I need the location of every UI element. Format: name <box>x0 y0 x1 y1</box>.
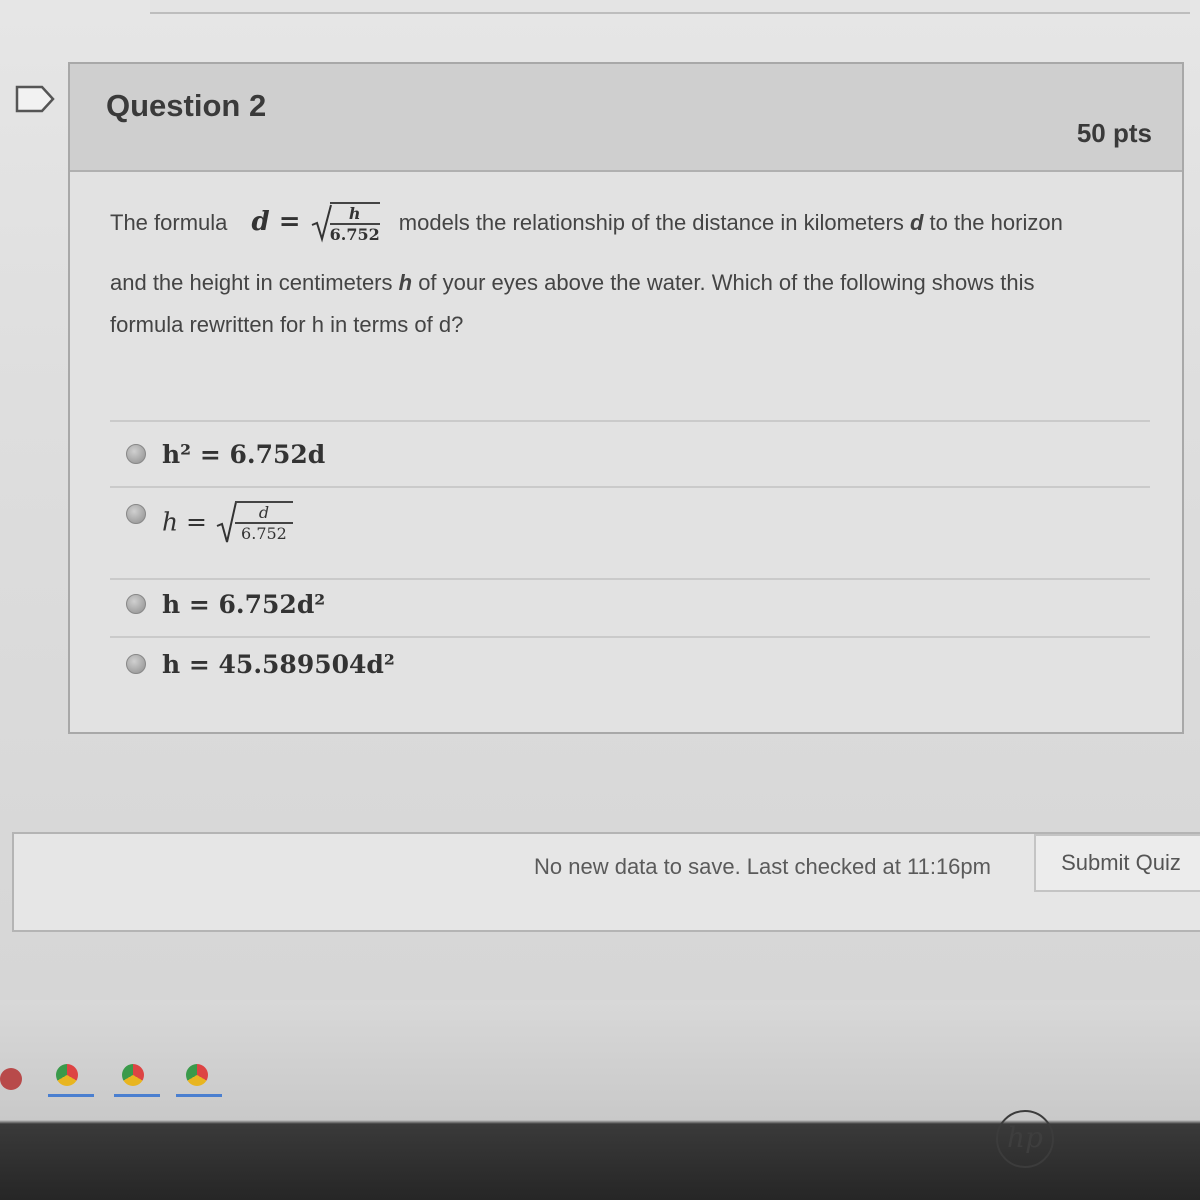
question-header <box>70 64 1182 172</box>
formula-sqrt <box>310 202 380 244</box>
formula-numerator: h <box>330 204 380 225</box>
formula-fraction <box>330 202 380 244</box>
sqrt-sign-icon <box>310 203 332 243</box>
question-text-prefix: The formula <box>110 210 228 235</box>
formula-lhs: d = <box>251 207 301 237</box>
answer-4-math: h = 45.589504d² <box>162 650 395 679</box>
answer-divider <box>110 578 1150 580</box>
shield-icon[interactable] <box>0 1068 22 1090</box>
sqrt-sign-icon <box>215 498 237 546</box>
answer-2-fraction <box>235 501 293 543</box>
answer-divider <box>110 420 1150 422</box>
flag-question-icon[interactable] <box>14 84 56 114</box>
radio-button[interactable] <box>126 504 146 524</box>
question-points: 50 pts <box>1076 118 1152 148</box>
answer-2-math <box>162 498 293 546</box>
question-line-3: formula rewritten for h in terms of d? <box>110 312 464 337</box>
quiz-footer <box>12 832 1200 932</box>
radio-button[interactable] <box>126 594 146 614</box>
answer-divider <box>110 486 1150 488</box>
question-card <box>68 62 1184 734</box>
formula-denominator: 6.752 <box>329 225 380 244</box>
radio-button[interactable] <box>126 654 146 674</box>
var-d: d <box>909 210 924 235</box>
answer-2-lhs: h = <box>162 507 207 537</box>
answer-2-numerator: d <box>235 503 293 524</box>
formula <box>251 204 389 244</box>
question-text-line2-b: of your eyes above the water. Which of the following shows this <box>412 270 1035 295</box>
answer-option-2[interactable] <box>110 490 1150 574</box>
previous-question-edge <box>150 0 1190 14</box>
answer-option-3[interactable] <box>110 582 1150 634</box>
taskbar-active-indicator <box>48 1094 94 1097</box>
chrome-icon[interactable] <box>56 1064 78 1086</box>
submit-quiz-button[interactable]: Submit Quiz <box>1034 834 1200 892</box>
answer-option-1[interactable] <box>110 430 1150 482</box>
hp-logo: hp <box>996 1110 1054 1168</box>
taskbar <box>0 1000 1200 1200</box>
radio-button[interactable] <box>126 444 146 464</box>
answer-2-sqrt <box>215 498 293 546</box>
question-text-suffix-a: models the relationship of the distance in kilometers <box>398 210 910 235</box>
answer-2-denominator: 6.752 <box>241 524 287 543</box>
question-text-suffix-b: to the horizon <box>923 210 1063 235</box>
answer-divider <box>110 636 1150 638</box>
question-line-2 <box>110 270 1035 296</box>
question-text-line2-a: and the height in centimeters <box>110 270 399 295</box>
taskbar-active-indicator <box>176 1094 222 1097</box>
question-line-1 <box>110 202 1063 244</box>
var-h: h <box>398 270 413 295</box>
answer-3-math: h = 6.752d² <box>162 590 326 619</box>
question-title: Question 2 <box>106 88 267 123</box>
taskbar-active-indicator <box>114 1094 160 1097</box>
save-status: No new data to save. Last checked at 11:16pm <box>534 854 991 879</box>
answer-1-math: h² = 6.752d <box>162 440 326 469</box>
chrome-icon[interactable] <box>186 1064 208 1086</box>
chrome-icon[interactable] <box>122 1064 144 1086</box>
answer-option-4[interactable] <box>110 642 1150 694</box>
